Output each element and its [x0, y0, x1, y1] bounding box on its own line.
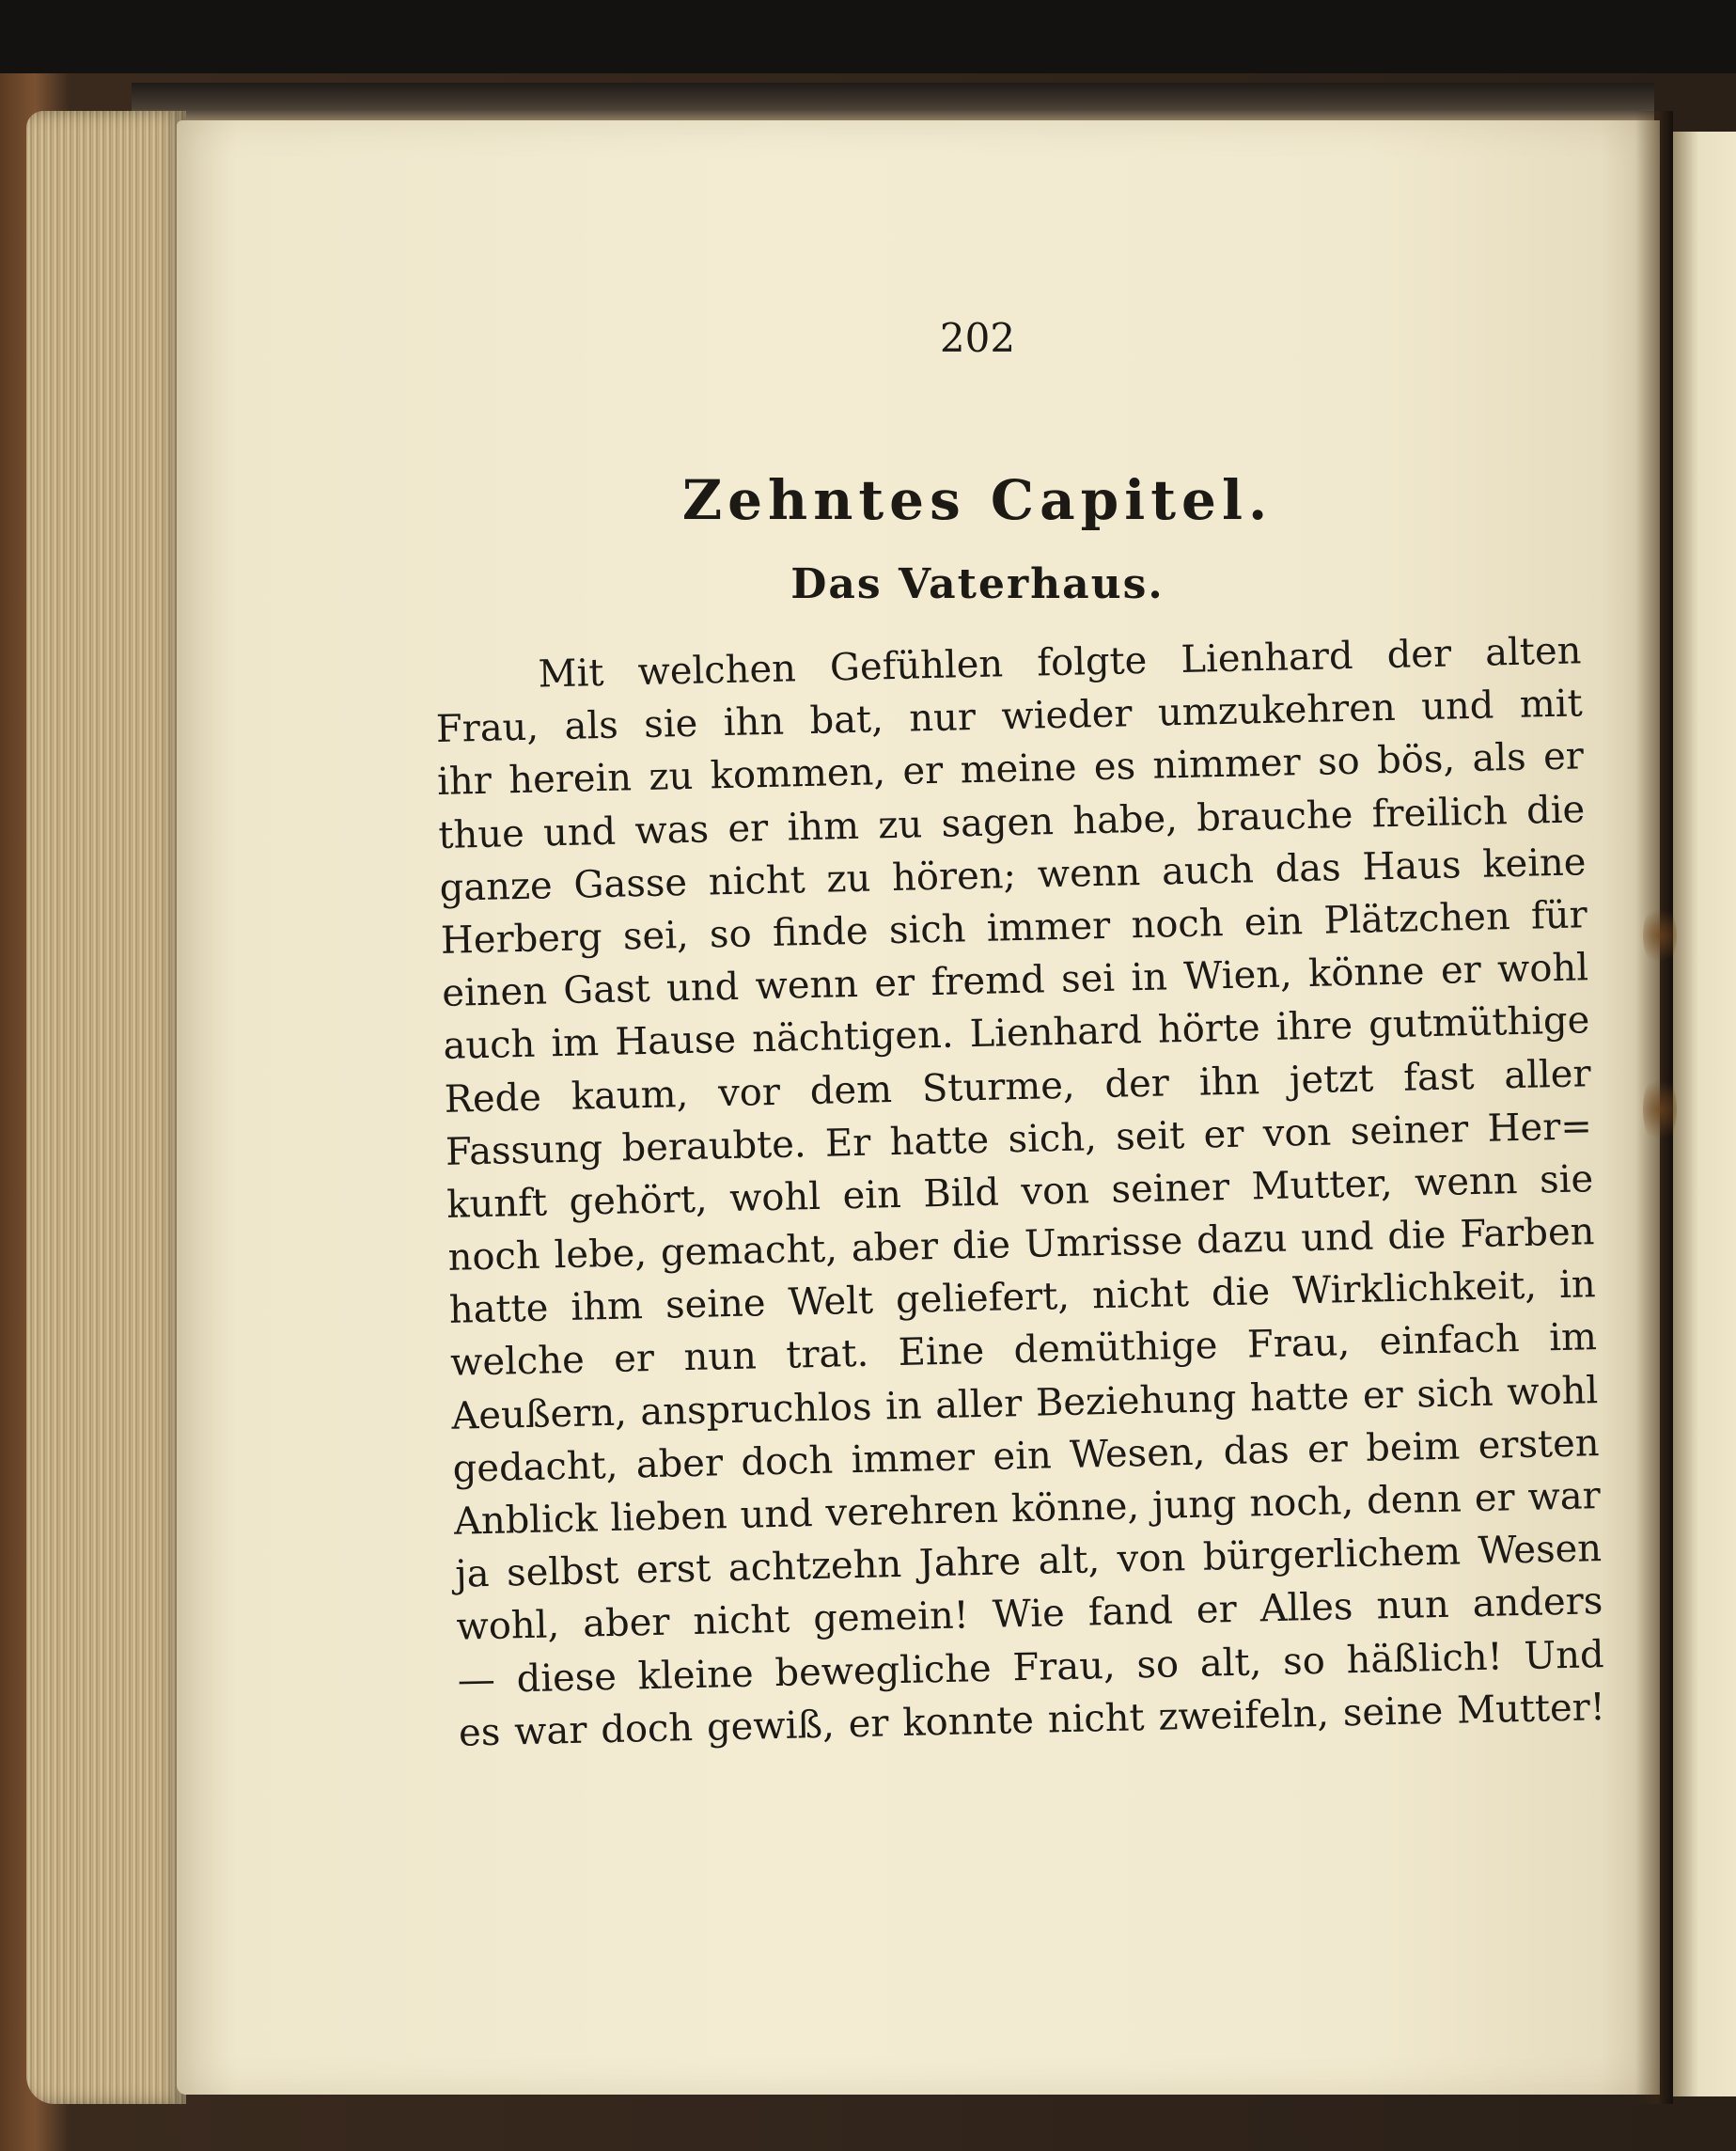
- text-line: einen Gast und wenn er fremd sei in Wien, könne er wohl: [441, 946, 1589, 1016]
- text-line: Rede kaum, vor dem Sturme, der ihn jetzt fast aller: [444, 1051, 1592, 1122]
- text-line: Anblick lieben und verehren könne, jung noch, denn er war: [453, 1474, 1602, 1544]
- text-line: welche er nun trat. Eine demüthige Frau, einfach im: [449, 1315, 1598, 1386]
- stain-mark: [1643, 903, 1677, 968]
- text-line: auch im Hause nächtigen. Lienhard hörte ihre gutmüthige: [443, 998, 1590, 1069]
- text-line: ganze Gasse nicht zu hören; wenn auch das Haus keine: [439, 840, 1587, 910]
- section-title: Das Vaterhaus.: [790, 560, 1165, 608]
- stain-mark: [1643, 1072, 1677, 1147]
- text-line: kunft gehört, wohl ein Bild von seiner Mutter, wenn sie: [446, 1157, 1594, 1227]
- text-line: Mit welchen Gefühlen folgte Lienhard der alten: [538, 629, 1582, 697]
- text-line: Aeußern, anspruchlos in aller Beziehung hatte er sich wohl: [450, 1368, 1599, 1438]
- text-line: Frau, als sie ihn bat, nur wieder umzukehren und mit: [435, 682, 1584, 752]
- page-block-head: [132, 83, 1654, 120]
- text-line: Herberg sei, so finde sich immer noch ein Plätzchen für: [440, 893, 1588, 963]
- text-line: wohl, aber nicht gemein! Wie fand er Alles nun anders: [456, 1579, 1603, 1650]
- page-stack-edges: [26, 111, 186, 2104]
- text-line: noch lebe, gemacht, aber die Umrisse dazu und die Farben: [447, 1210, 1595, 1280]
- text-line: Fassung beraubte. Er hatte sich, seit er von seiner Her=: [445, 1104, 1593, 1174]
- text-line: thue und was er ihm zu sagen habe, brauche freilich die: [437, 787, 1586, 857]
- chapter-title: Zehntes Capitel.: [681, 468, 1274, 532]
- text-line: — diese kleine bewegliche Frau, so alt, so häßlich! Und: [457, 1632, 1605, 1703]
- text-line: ja selbst erst achtzehn Jahre alt, von bürgerlichem Wesen: [454, 1527, 1603, 1596]
- text-line: gedacht, aber doch immer ein Wesen, das er beim ersten: [452, 1421, 1600, 1491]
- text-line: hatte ihm seine Welt geliefert, nicht die Wirklichkeit, in: [448, 1263, 1597, 1333]
- text-line: ihr herein zu kommen, er meine es nimmer so bös, als er: [436, 734, 1585, 805]
- text-line: es war doch gewiß, er konnte nicht zweifeln, seine Mutter!: [458, 1685, 1606, 1755]
- page-number: 202: [939, 315, 1016, 361]
- facing-page-edge: [1673, 132, 1736, 2096]
- body-text: [434, 624, 1605, 1759]
